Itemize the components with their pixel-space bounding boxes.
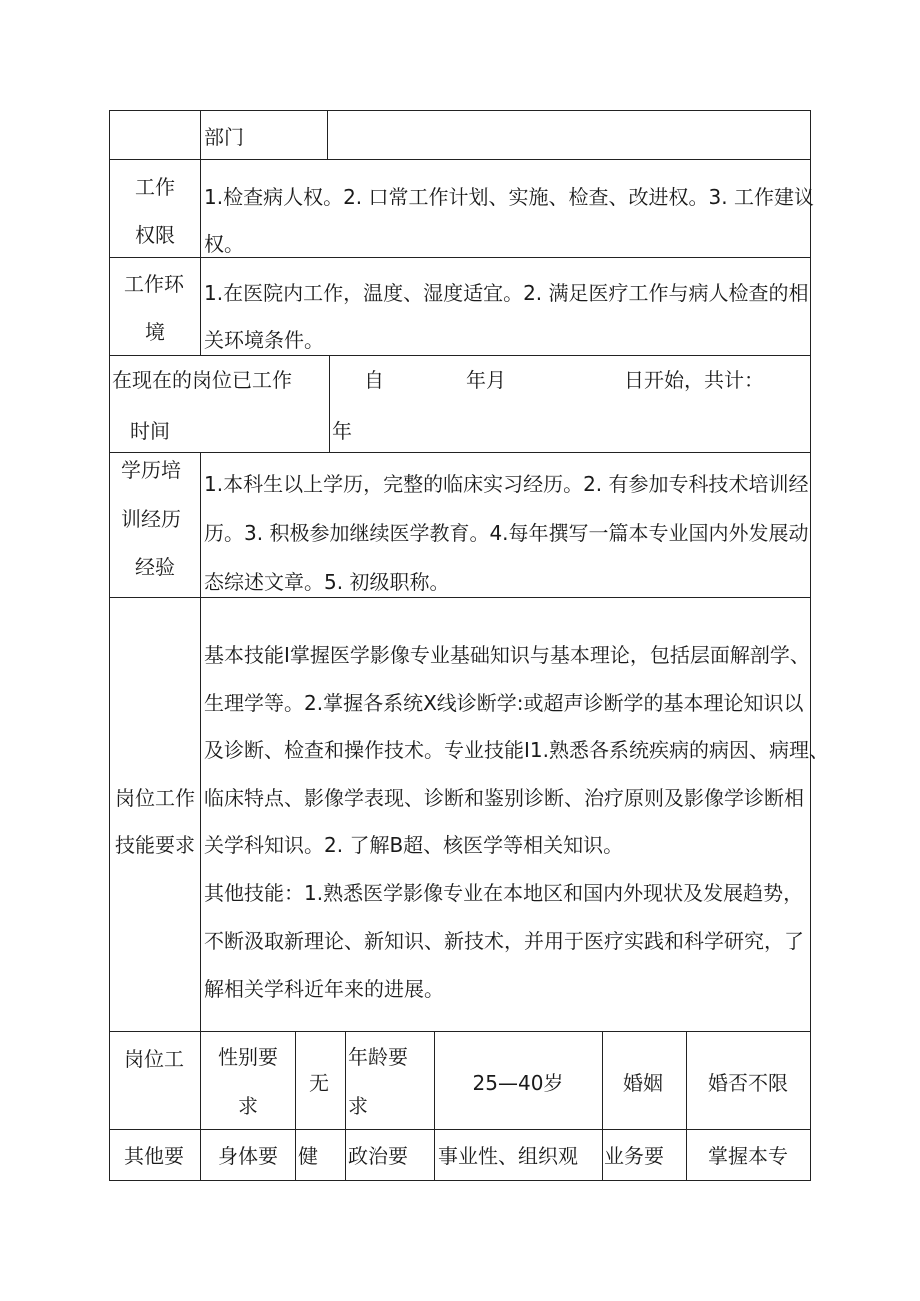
col-border-gender-value xyxy=(295,1031,296,1181)
education-label-3: 经验 xyxy=(135,555,175,579)
row-border-7 xyxy=(109,1129,811,1130)
environment-label-2: 境 xyxy=(145,320,165,344)
col-border-dept xyxy=(327,110,328,160)
tenure-year-month: 年月 xyxy=(466,368,506,392)
skills-line: 不断汲取新理论、新知识、新技术，并用于医疗实践和科学研究，了 xyxy=(204,929,804,953)
col-border-left xyxy=(109,110,110,1181)
col-border-right xyxy=(810,110,811,1181)
row-border-2 xyxy=(109,257,811,258)
tenure-from: 自 xyxy=(364,368,384,392)
col-border-marriage-value xyxy=(686,1031,687,1181)
skills-line: 及诊断、检查和操作技术。专业技能I1.熟悉各系统疾病的病因、病理、 xyxy=(204,738,829,762)
skills-line: 关学科知识。2. 了解B超、核医学等相关知识。 xyxy=(204,833,624,857)
skills-line: 生理学等。2.掌握各系统X线诊断学:或超声诊断学的基本理论知识以 xyxy=(204,691,804,715)
tenure-year: 年 xyxy=(332,419,352,443)
education-label-2: 训经历 xyxy=(121,507,181,531)
skills-label-1: 岗位工作 xyxy=(115,786,195,810)
education-text-1: 1.本科生以上学历，完整的临床实习经历。2. 有参加专科技术培训经 xyxy=(204,472,809,496)
education-label-1: 学历培 xyxy=(121,458,181,482)
dept-label: 部门 xyxy=(204,125,244,149)
authority-label-2: 权限 xyxy=(135,223,175,247)
row-border-3 xyxy=(109,355,811,356)
authority-text-1: 1.检查病人权。2. 口常工作计划、实施、检查、改进权。3. 工作建议 xyxy=(204,185,814,209)
education-text-3: 态综述文章。5. 初级职称。 xyxy=(204,570,450,594)
skills-line: 解相关学科近年来的进展。 xyxy=(204,977,444,1001)
tenure-start-total: 日开始，共计： xyxy=(624,368,764,392)
body-value: 健 xyxy=(298,1144,318,1168)
politics-label: 政治要 xyxy=(348,1144,408,1168)
tenure-label-2: 时间 xyxy=(130,419,170,443)
col-border-tenure xyxy=(329,355,330,453)
business-label: 业务要 xyxy=(604,1144,664,1168)
environment-text-2: 关环境条件。 xyxy=(204,328,324,352)
col-border-age-value xyxy=(434,1031,435,1181)
skills-line: 基本技能I掌握医学影像专业基础知识与基本理论，包括层面解剖学、 xyxy=(204,643,810,667)
skills-line: 其他技能：1.熟悉医学影像专业在本地区和国内外现状及发展趋势， xyxy=(204,881,804,905)
age-label-2: 求 xyxy=(348,1094,368,1118)
row-border-top xyxy=(109,110,811,111)
body-label: 身体要 xyxy=(218,1144,278,1168)
age-value: 25—40岁 xyxy=(472,1071,564,1095)
marriage-value: 婚否不限 xyxy=(708,1071,788,1095)
row-border-6 xyxy=(109,1031,811,1032)
row-border-bottom xyxy=(109,1180,811,1181)
gender-label-2: 求 xyxy=(238,1094,258,1118)
gender-value: 无 xyxy=(309,1071,329,1095)
skills-label-2: 技能要求 xyxy=(115,833,195,857)
environment-label-1: 工作环 xyxy=(124,272,184,296)
tenure-label-1: 在现在的岗位已工作 xyxy=(112,368,292,392)
col-border-marriage-label xyxy=(602,1031,603,1181)
age-label-1: 年龄要 xyxy=(348,1045,408,1069)
row-border-4 xyxy=(109,452,811,453)
authority-text-2: 权。 xyxy=(204,232,244,256)
row-border-5 xyxy=(109,597,811,598)
gender-label-1: 性别要 xyxy=(218,1045,278,1069)
row-border-1 xyxy=(109,159,811,160)
politics-value: 事业性、组织观 xyxy=(438,1144,578,1168)
environment-text-1: 1.在医院内工作，温度、湿度适宜。2. 满足医疗工作与病人检查的相 xyxy=(204,281,809,305)
col-border-age-label xyxy=(345,1031,346,1181)
authority-label-1: 工作 xyxy=(135,175,175,199)
other-label-2: 其他要 xyxy=(124,1144,184,1168)
marriage-label: 婚姻 xyxy=(623,1071,663,1095)
col-border-label-2 xyxy=(200,452,201,1181)
business-value: 掌握本专 xyxy=(708,1144,788,1168)
col-border-label-1 xyxy=(200,110,201,356)
other-label-1: 岗位工 xyxy=(124,1047,184,1071)
skills-line: 临床特点、影像学表现、诊断和鉴别诊断、治疗原则及影像学诊断相 xyxy=(204,786,804,810)
education-text-2: 历。3. 积极参加继续医学教育。4.每年撰写一篇本专业国内外发展动 xyxy=(204,521,809,545)
